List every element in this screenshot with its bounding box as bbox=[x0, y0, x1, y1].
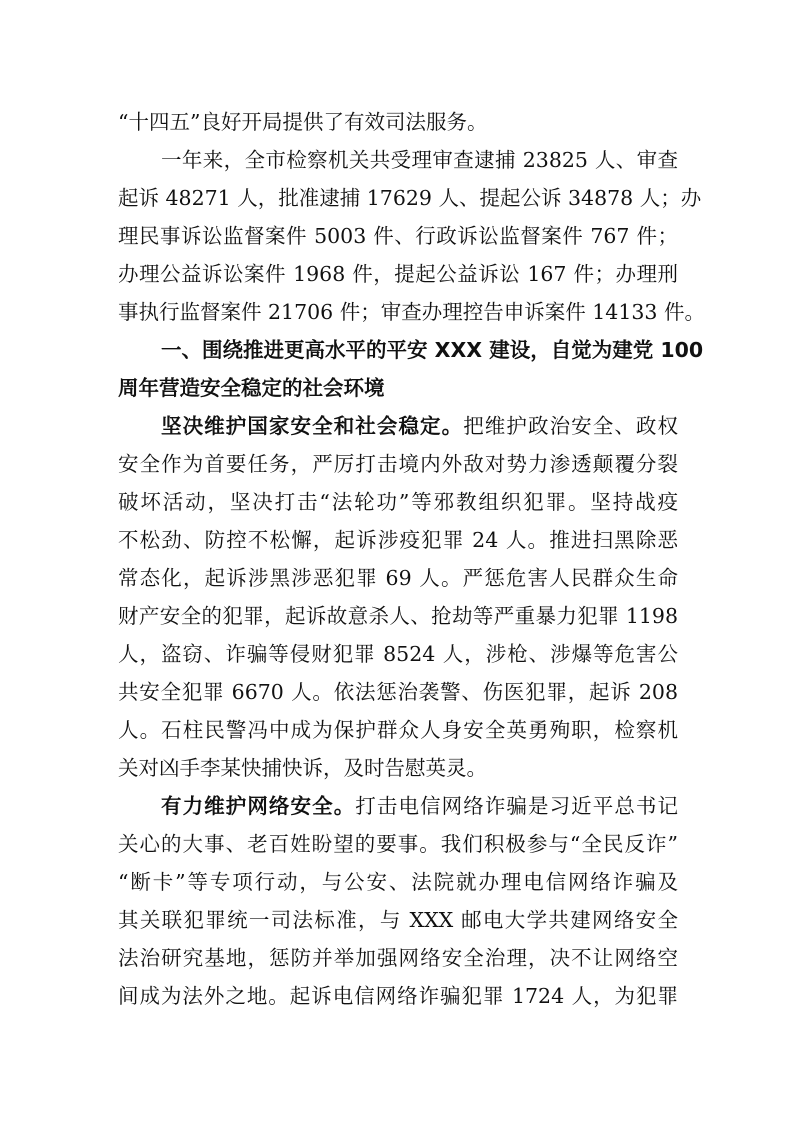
text-line: “断卡”等专项行动，与公安、法院就办理电信网络诈骗及 bbox=[118, 870, 678, 894]
text-line: 关对凶手李某快捕快诉，及时告慰英灵。 bbox=[118, 756, 487, 780]
text-line: 安全作为首要任务，严厉打击境内外敌对势力渗透颠覆分裂 bbox=[118, 452, 678, 476]
text-line: 起诉 48271 人，批准逮捕 17629 人、提起公诉 34878 人；办 bbox=[118, 186, 702, 210]
document-page bbox=[118, 103, 705, 1015]
text-line: 人。石柱民警冯中成为保护群众人身安全英勇殉职，检察机 bbox=[118, 718, 678, 742]
heading-line: 一、围绕推进更高水平的平安 XXX 建设，自觉为建党 100 bbox=[161, 338, 704, 362]
summary-paragraph bbox=[118, 141, 705, 331]
text-line: 法治研究基地，惩防并举加强网络安全治理，决不让网络空 bbox=[118, 946, 678, 970]
text-line bbox=[118, 787, 678, 825]
text-line: 其关联犯罪统一司法标准，与 XXX 邮电大学共建网络安全 bbox=[118, 908, 678, 932]
text-line: 间成为法外之地。起诉电信网络诈骗犯罪 1724 人，为犯罪 bbox=[118, 984, 678, 1008]
text-line: 破坏活动，坚决打击“法轮功”等邪教组织犯罪。坚持战疫 bbox=[118, 490, 678, 514]
text-line: 办理公益诉讼案件 1968 件，提起公益诉讼 167 件；办理刑 bbox=[118, 262, 678, 286]
text-line: 一年来，全市检察机关共受理审查逮捕 23825 人、审查 bbox=[161, 148, 678, 172]
text-line: 共安全犯罪 6670 人。依法惩治袭警、伤医犯罪，起诉 208 bbox=[118, 680, 678, 704]
text-line: 关心的大事、老百姓盼望的要事。我们积极参与“全民反诈” bbox=[118, 832, 678, 856]
paragraph-network-security bbox=[118, 787, 678, 1015]
text-line: 事执行监督案件 21706 件；审查办理控告申诉案件 14133 件。 bbox=[118, 300, 705, 324]
section-heading bbox=[118, 331, 704, 407]
intro-line: “十四五”良好开局提供了有效司法服务。 bbox=[118, 110, 488, 134]
text-segment: 把维护政治安全、政权 bbox=[463, 414, 679, 438]
paragraph-lead: 坚决维护国家安全和社会稳定。 bbox=[161, 414, 464, 438]
text-line: 常态化，起诉涉黑涉恶犯罪 69 人。严惩危害人民群众生命 bbox=[118, 566, 678, 590]
text-line: 理民事诉讼监督案件 5003 件、行政诉讼监督案件 767 件； bbox=[118, 224, 678, 248]
text-line bbox=[118, 407, 678, 445]
paragraph-lead: 有力维护网络安全。 bbox=[161, 794, 356, 818]
heading-line: 周年营造安全稳定的社会环境 bbox=[118, 376, 385, 400]
text-line: 财产安全的犯罪，起诉故意杀人、抢劫等严重暴力犯罪 1198 bbox=[118, 604, 678, 628]
text-line: 不松劲、防控不松懈，起诉涉疫犯罪 24 人。推进扫黑除恶 bbox=[118, 528, 678, 552]
text-segment: 打击电信网络诈骗是习近平总书记 bbox=[355, 794, 679, 818]
paragraph-national-security bbox=[118, 407, 678, 787]
text-line: 人，盗窃、诈骗等侵财犯罪 8524 人，涉枪、涉爆等危害公 bbox=[118, 642, 678, 666]
